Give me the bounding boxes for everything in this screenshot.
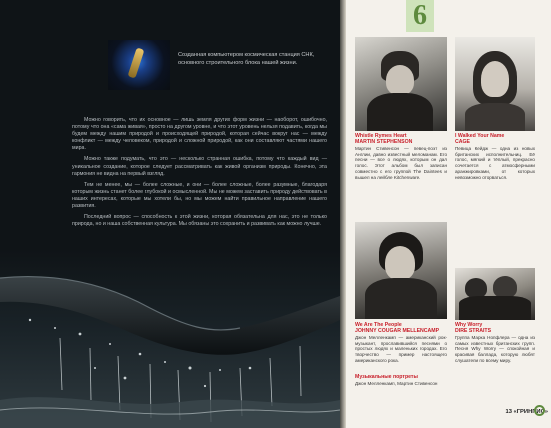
artist4-title-line2: DIRE STRAITS <box>455 328 492 335</box>
greenpeace-logo-icon <box>534 405 545 416</box>
artist-photo-martin-stephenson <box>355 37 447 131</box>
space-station-image <box>108 40 170 90</box>
artist2-title-line1: I Walked Your Name <box>455 133 505 139</box>
paragraph: Можно также подумать, что это — несколько странная ошибка, потому что каждый вид — уникальное создание, которое следует рассматривать как живой организм природы. Конечно, эта гармония не видна на первый взгляд. <box>72 156 327 177</box>
artist3-extra-sub: Джон Мелленкамп, Мартин Стивенсон <box>355 381 438 386</box>
artist1-title-line1: Whistle Rymes Heart <box>355 133 407 139</box>
paragraph: Тем не менее, мы — более сложные, и они — более сложные, более разумные, благодаря которым жизнь станет более глубокой и осмысленной. Мы не можем заставить природу действовать в наших интересах, которые мы хотели бы, но мы можем найти правильное направление нашего развития. <box>72 181 327 210</box>
section-number: 6 <box>413 0 427 31</box>
whale-tail-water-image <box>0 250 340 428</box>
artist2-body: Певица Кейдж — одна из новых британских исполнительниц. Её голос, мягкий и тёплый, прекрасно сочетается с атмосферными аранжировками, от которых невозможно оторваться. <box>455 146 535 180</box>
artist1-title-line2: MARTIN STEPHENSON <box>355 139 413 146</box>
promo-caption: Созданная компьютером космическая станция СНК, основного строительного блока нашей жизни. <box>178 52 315 66</box>
page-footer: 13 «ГРИНПИС» <box>505 409 548 415</box>
artist3-title-line2: JOHNNY COUGAR MELLENCAMP <box>355 328 440 335</box>
artist2-title <box>455 133 535 146</box>
artist1-body: Мартин Стивенсон — певец-поэт из Англии, давно известный меломанам. Его песни — все о людях, которым он дал голос. Этот альбом был записан совместно с его группой The Daintees и вышел на лейбле Kitchenware. <box>355 146 447 180</box>
artist1-title <box>355 133 447 146</box>
artist3-body: Джон Мелленкамп — американский рок-музыкант, прославившийся песнями о простых людях и маленьких городах. Его творчество — пример настоящего американского рока. <box>355 335 447 363</box>
artist4-title-line1: Why Worry <box>455 322 483 328</box>
artist4-body: Группа Марка Нопфлера — одна из самых известных британских групп. Песня Why Worry — спокойная и красивая баллада, которую любят слушатели по всему миру. <box>455 335 535 363</box>
artist3-extra-label: Музыкальные портреты <box>355 374 418 380</box>
artist3-title-line1: We Are The People <box>355 322 402 328</box>
article-body <box>72 117 327 232</box>
artist2-title-line2: CAGE <box>455 139 470 146</box>
artist-photo-dire-straits <box>455 268 535 320</box>
artist-photo-mellencamp <box>355 222 447 319</box>
artist-photo-cage <box>455 37 535 131</box>
artist3-title <box>355 322 447 335</box>
artist4-title <box>455 322 535 335</box>
paragraph: Последний вопрос — способность к этой жизни, которая обязательна для нас, это не только природа, но и наша собственная культура. Мы обязаны это сохранить и развивать как можно лучше. <box>72 214 327 228</box>
paragraph: Можно говорить, что их основное — лишь земля других форм жизни — наоборот, ошибочно, потому что она «сама живая», просто на другом уровне, и что этот уровень нельзя подавить, когда мы будем между нашим природой и происходящей природой, которая сейчас вокруг нас — между конфликт — между человеком, природой и сложной природой, как они составляют частями нашего мира. <box>72 117 327 152</box>
